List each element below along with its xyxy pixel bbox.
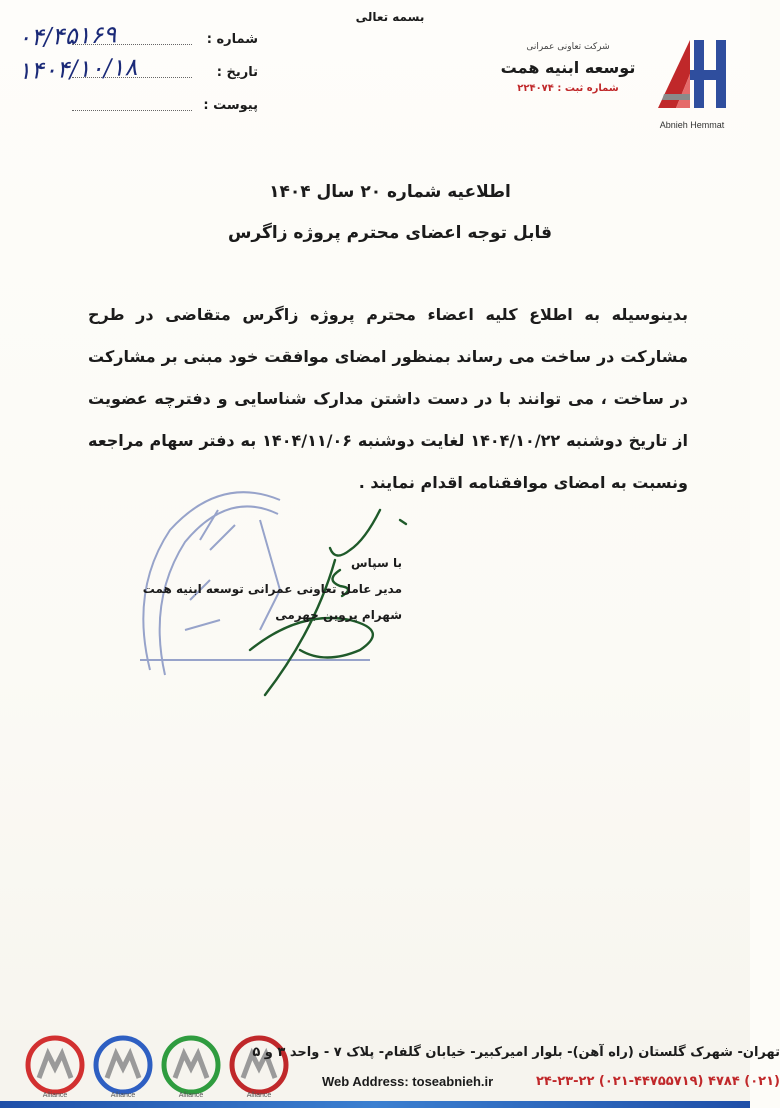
alliance-logo-darkred-icon bbox=[226, 1034, 292, 1100]
company-block bbox=[498, 42, 638, 94]
date-row bbox=[10, 52, 270, 88]
alliance-logos bbox=[22, 1034, 292, 1100]
notice-subtitle: قابل توجه اعضای محترم پروژه زاگرس bbox=[227, 223, 553, 243]
footer-address: تهران- شهرک گلستان (راه آهن)- بلوار امیرکبیر- خیابان گلفام- پلاک ۷ - واحد ۳ و ۵ bbox=[252, 1045, 780, 1060]
signer-name: شهرام پروین جهرمی bbox=[275, 608, 402, 622]
company-type: شرکت تعاونی عمرانی bbox=[526, 42, 610, 52]
alliance-label-4: Alliance bbox=[246, 1092, 272, 1099]
alliance-label-1: Alliance bbox=[42, 1092, 68, 1099]
number-row bbox=[10, 22, 270, 55]
company-logo-icon bbox=[652, 34, 732, 114]
date-label: تاریخ : bbox=[216, 65, 258, 80]
attachment-label: پیوست : bbox=[203, 98, 258, 113]
alliance-logo-blue-icon bbox=[90, 1034, 156, 1100]
company-logo bbox=[652, 34, 732, 130]
footer-website: Web Address: toseabnieh.ir bbox=[322, 1074, 494, 1089]
alliance-label-3: Alliance bbox=[178, 1092, 204, 1099]
company-name: توسعه ابنیه همت bbox=[500, 58, 636, 77]
alliance-logo-red-icon bbox=[22, 1034, 88, 1100]
notice-paragraph: بدینوسیله به اطلاع کلیه اعضاء محترم پروژه زاگرس متقاضی در طرح مشارکت در ساخت می رساند بمنظور امضای موافقت خود مبنی بر مشارکت در ساخت ، می توانند با در دست داشتن مدارک شناسایی و دفترچه عضویت از تاریخ دوشنبه ۱۴۰۴/۱۰/۲۲ لغایت دوشنبه ۱۴۰۴/۱۱/۰۶ به دفتر سهام مراجعه ونسبت به امضای موافقنامه اقدام نمایند . bbox=[88, 305, 688, 492]
footer-phone: (۰۲۱) ۴۷۸۴ (۰۲۱-۴۴۷۵۵۷۱۹) ۲۴-۲۳-۲۲ bbox=[535, 1074, 780, 1089]
alliance-label-2: Alliance bbox=[110, 1092, 136, 1099]
letter-meta bbox=[10, 22, 270, 121]
attachment-dots bbox=[72, 110, 192, 111]
number-value: ۰۴/۴۵۱۶۹ bbox=[17, 20, 117, 52]
footer-bar bbox=[0, 1101, 750, 1108]
logo-caption: Abnieh Hemmat bbox=[659, 120, 725, 130]
date-value: ۱۴۰۴/۱۰/۱۸ bbox=[17, 52, 138, 86]
number-label: شماره : bbox=[206, 32, 258, 47]
company-registration: شماره ثبت : ۲۲۴۰۷۴ bbox=[517, 83, 619, 94]
signer-position: مدیر عامل تعاونی عمرانی توسعه ابنیه همت bbox=[142, 582, 402, 596]
notice-title: اطلاعیه شماره ۲۰ سال ۱۴۰۴ bbox=[269, 182, 511, 202]
alliance-logo-green-icon bbox=[158, 1034, 224, 1100]
invocation-text: بسمه تعالی bbox=[355, 10, 425, 24]
attachment-row bbox=[10, 88, 270, 121]
signature-block bbox=[122, 550, 402, 628]
closing-text: با سپاس bbox=[351, 556, 402, 570]
letter-footer bbox=[0, 1030, 780, 1108]
